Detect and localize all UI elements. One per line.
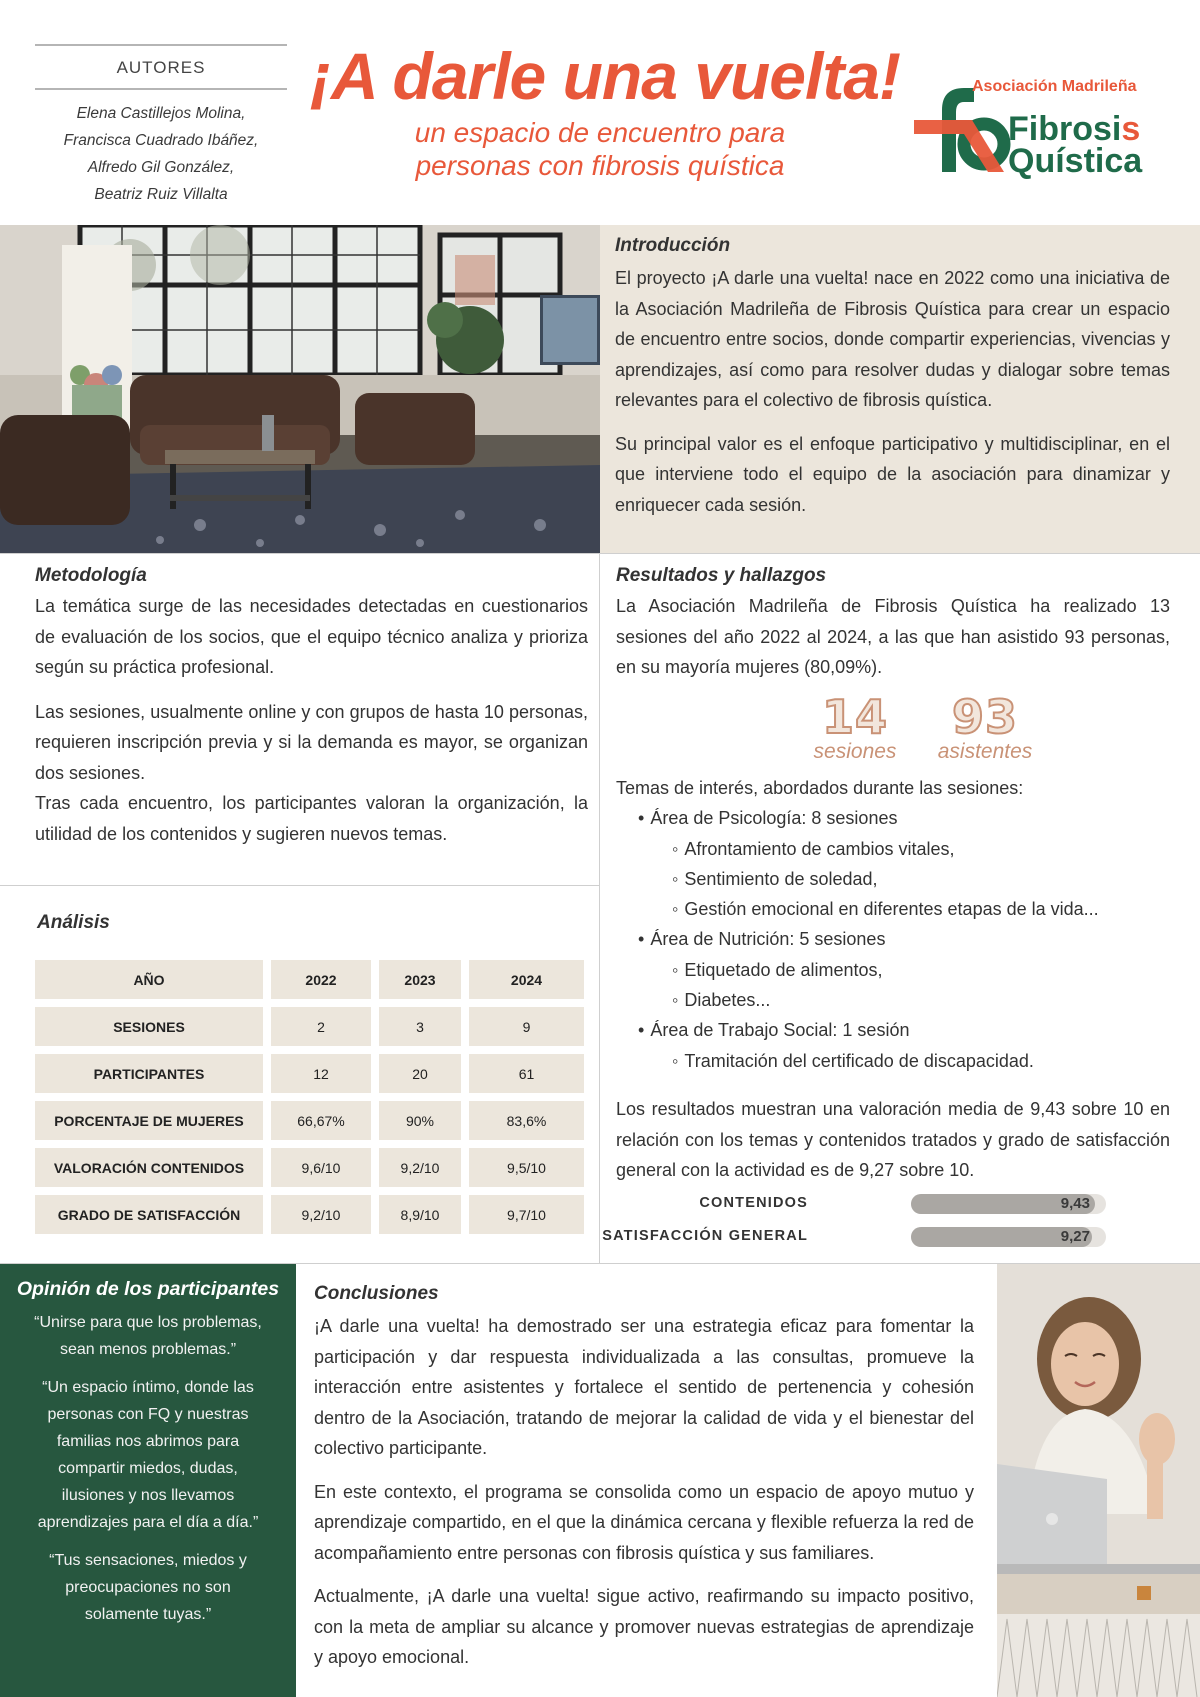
results-intro: La Asociación Madrileña de Fibrosis Quística ha realizado 13 sesiones del año 2022 al 2024, a las que han asistido 93 personas, en su mayoría mujeres (80,09%). <box>616 596 1170 677</box>
participant-quote: “Un espacio íntimo, donde las personas con FQ y nuestras familias nos abrimos para compartir miedos, dudas, ilusiones y nos llevamos aprendizajes para el día a día.” <box>37 1379 259 1531</box>
table-header-cell: 2023 <box>379 960 461 999</box>
logo-fibrosis-text <box>1008 112 1140 146</box>
stat-sessions <box>810 690 900 763</box>
conclusions-paragraph: Actualmente, ¡A darle una vuelta! sigue activo, reafirmando su impacto positivo, con la meta de ampliar su alcance y promover nuevas estrategias de aprendizaje y apoyo emocional. <box>314 1586 974 1667</box>
logo-top-text: Asociación Madrileña <box>972 78 1137 95</box>
bar-track <box>911 1194 1106 1214</box>
subtitle-line: personas con fibrosis quística <box>415 150 785 181</box>
table-cell: 9,2/10 <box>379 1148 461 1187</box>
table-cell: 8,9/10 <box>379 1195 461 1234</box>
conclusions-section <box>314 1283 974 1673</box>
topics-heading: Temas de interés, abordados durante las sesiones: <box>616 778 1024 798</box>
table-row-header: PARTICIPANTES <box>35 1054 263 1093</box>
introduction-section <box>600 225 1200 553</box>
table-row-header: GRADO DE SATISFACCIÓN <box>35 1195 263 1234</box>
table-header-cell: AÑO <box>35 960 263 999</box>
topic-item: ◦ Tramitación del certificado de discapacidad. <box>616 1046 1186 1076</box>
results-summary: Los resultados muestran una valoración media de 9,43 sobre 10 en relación con los temas y contenidos tratados y grado de satisfacción general con la actividad es de 9,27 sobre 10. <box>616 1099 1170 1180</box>
analysis-table <box>27 952 592 1242</box>
table-header-cell: 2022 <box>271 960 371 999</box>
stat-number: 93 <box>951 690 1018 744</box>
opinion-title: Opinión de los participantes <box>16 1278 280 1300</box>
methodology-title: Metodología <box>35 565 147 586</box>
divider <box>599 553 600 1263</box>
poster-title: ¡A darle una vuelta! <box>309 39 901 113</box>
table-cell: 9,6/10 <box>271 1148 371 1187</box>
table-cell: 83,6% <box>469 1101 584 1140</box>
divider <box>0 885 599 886</box>
results-title: Resultados y hallazgos <box>616 565 827 586</box>
participant-quote: “Unirse para que los problemas, sean menos problemas.” <box>34 1314 262 1358</box>
participant-quote: “Tus sensaciones, miedos y preocupaciones no son solamente tuyas.” <box>49 1552 247 1623</box>
bar-value: 9,43 <box>1060 1195 1090 1212</box>
bar-value: 9,27 <box>1060 1228 1090 1245</box>
table-row-header: SESIONES <box>35 1007 263 1046</box>
table-row <box>35 1054 584 1093</box>
topic-item: ◦ Diabetes... <box>616 985 1186 1015</box>
table-row-header: PORCENTAJE DE MUJERES <box>35 1101 263 1140</box>
topic-item: ◦ Sentimiento de soledad, <box>616 864 1186 894</box>
bar-track <box>911 1227 1106 1247</box>
table-header-cell: 2024 <box>469 960 584 999</box>
stat-label: sesiones <box>813 740 897 763</box>
conclusions-title: Conclusiones <box>314 1283 439 1304</box>
meeting-room-photo <box>0 225 600 553</box>
table-row <box>35 1148 584 1187</box>
table-header-row <box>35 960 584 999</box>
authors-list <box>35 100 287 208</box>
divider <box>0 553 1200 554</box>
stat-attendees <box>920 690 1050 763</box>
authors-box <box>35 44 287 208</box>
woman-laptop-photo <box>997 1264 1200 1697</box>
table-row <box>35 1195 584 1234</box>
logo-fibrosis-main: Fibrosi <box>1008 110 1122 148</box>
table-cell: 66,67% <box>271 1101 371 1140</box>
table-cell: 90% <box>379 1101 461 1140</box>
analysis-title: Análisis <box>37 912 110 933</box>
table-cell: 12 <box>271 1054 371 1093</box>
topic-area: • Área de Nutrición: 5 sesiones <box>616 924 1186 954</box>
key-stats <box>800 690 1040 765</box>
participants-opinion-panel <box>0 1264 296 1697</box>
table-row <box>35 1007 584 1046</box>
rating-bar-contents <box>620 1193 1100 1215</box>
rating-bar-satisfaction <box>602 1226 1100 1248</box>
methodology-section <box>35 565 588 849</box>
topics-list <box>616 773 1186 1076</box>
stat-label: asistentes <box>937 740 1033 763</box>
association-logo <box>912 78 1177 178</box>
subtitle-line: un espacio de encuentro para <box>414 117 786 148</box>
author-name: Alfredo Gil González, <box>87 159 235 176</box>
methodology-paragraph: La temática surge de las necesidades detectadas en cuestionarios de evaluación de los socios, que el equipo técnico analiza y prioriza según su práctica profesional. <box>35 596 588 677</box>
topic-area: • Área de Trabajo Social: 1 sesión <box>616 1015 1186 1045</box>
logo-quistica-text: Quística <box>1008 142 1143 180</box>
author-name: Francisca Cuadrado Ibáñez, <box>63 132 259 149</box>
introduction-paragraph: Su principal valor es el enfoque participativo y multidisciplinar, en el que interviene todo el equipo de la asociación para dinamizar y enriquecer cada sesión. <box>615 433 1170 515</box>
results-section <box>616 565 1170 683</box>
methodology-paragraph: Tras cada encuentro, los participantes valoran la organización, la utilidad de los contenidos y sugieren nuevos temas. <box>35 793 588 844</box>
introduction-title: Introducción <box>615 235 731 256</box>
table-cell: 9,2/10 <box>271 1195 371 1234</box>
author-name: Beatriz Ruiz Villalta <box>94 186 228 203</box>
conclusions-paragraph: ¡A darle una vuelta! ha demostrado ser una estrategia eficaz para fomentar la participación y dar respuesta individualizada a las consultas, promueve la interacción entre asistentes y fortalece el sentido de pertenencia y cohesión dentro de la Asociación, tratando de mejorar la calidad de vida y el bienestar del colectivo participante. <box>314 1316 974 1458</box>
table-cell: 3 <box>379 1007 461 1046</box>
topic-item: ◦ Gestión emocional en diferentes etapas de la vida... <box>616 894 1186 924</box>
table-cell: 20 <box>379 1054 461 1093</box>
logo-fibrosis-accent: s <box>1121 110 1141 148</box>
bar-label: CONTENIDOS <box>699 1195 808 1211</box>
introduction-paragraph: El proyecto ¡A darle una vuelta! nace en 2022 como una iniciativa de la Asociación Madrileña de Fibrosis Quística para crear un espacio de encuentro entre socios, donde compartir experiencias, vivencias y aprendizajes, así como para resolver dudas y dialogar sobre temas relevantes para el colectivo de fibrosis quística. <box>615 268 1170 410</box>
table-cell: 9,7/10 <box>469 1195 584 1234</box>
authors-bottom-rule <box>35 88 287 90</box>
bar-label: SATISFACCIÓN GENERAL <box>602 1228 808 1244</box>
woman-laptop-illustration <box>997 1264 1200 1697</box>
authors-heading: AUTORES <box>116 58 206 77</box>
table-cell: 2 <box>271 1007 371 1046</box>
methodology-paragraph: Las sesiones, usualmente online y con grupos de hasta 10 personas, requieren inscripción previa y si la demanda es mayor, se organizan dos sesiones. <box>35 701 588 783</box>
poster-subtitle <box>330 116 870 182</box>
author-name: Elena Castillejos Molina, <box>76 105 246 122</box>
conclusions-paragraph: En este contexto, el programa se consolida como un espacio de apoyo mutuo y aprendizaje compartido, en el que la dinámica cercana y flexible refuerza la red de acompañamiento entre personas con fibrosis quística y sus familiares. <box>314 1481 974 1563</box>
topic-item: ◦ Afrontamiento de cambios vitales, <box>616 834 1186 864</box>
topic-item: ◦ Etiquetado de alimentos, <box>616 955 1186 985</box>
topic-area: • Área de Psicología: 8 sesiones <box>616 803 1186 833</box>
stat-number: 14 <box>821 690 888 744</box>
table-row-header: VALORACIÓN CONTENIDOS <box>35 1148 263 1187</box>
table-cell: 9,5/10 <box>469 1148 584 1187</box>
table-row <box>35 1101 584 1140</box>
table-cell: 9 <box>469 1007 584 1046</box>
table-cell: 61 <box>469 1054 584 1093</box>
meeting-room-illustration <box>0 225 600 553</box>
